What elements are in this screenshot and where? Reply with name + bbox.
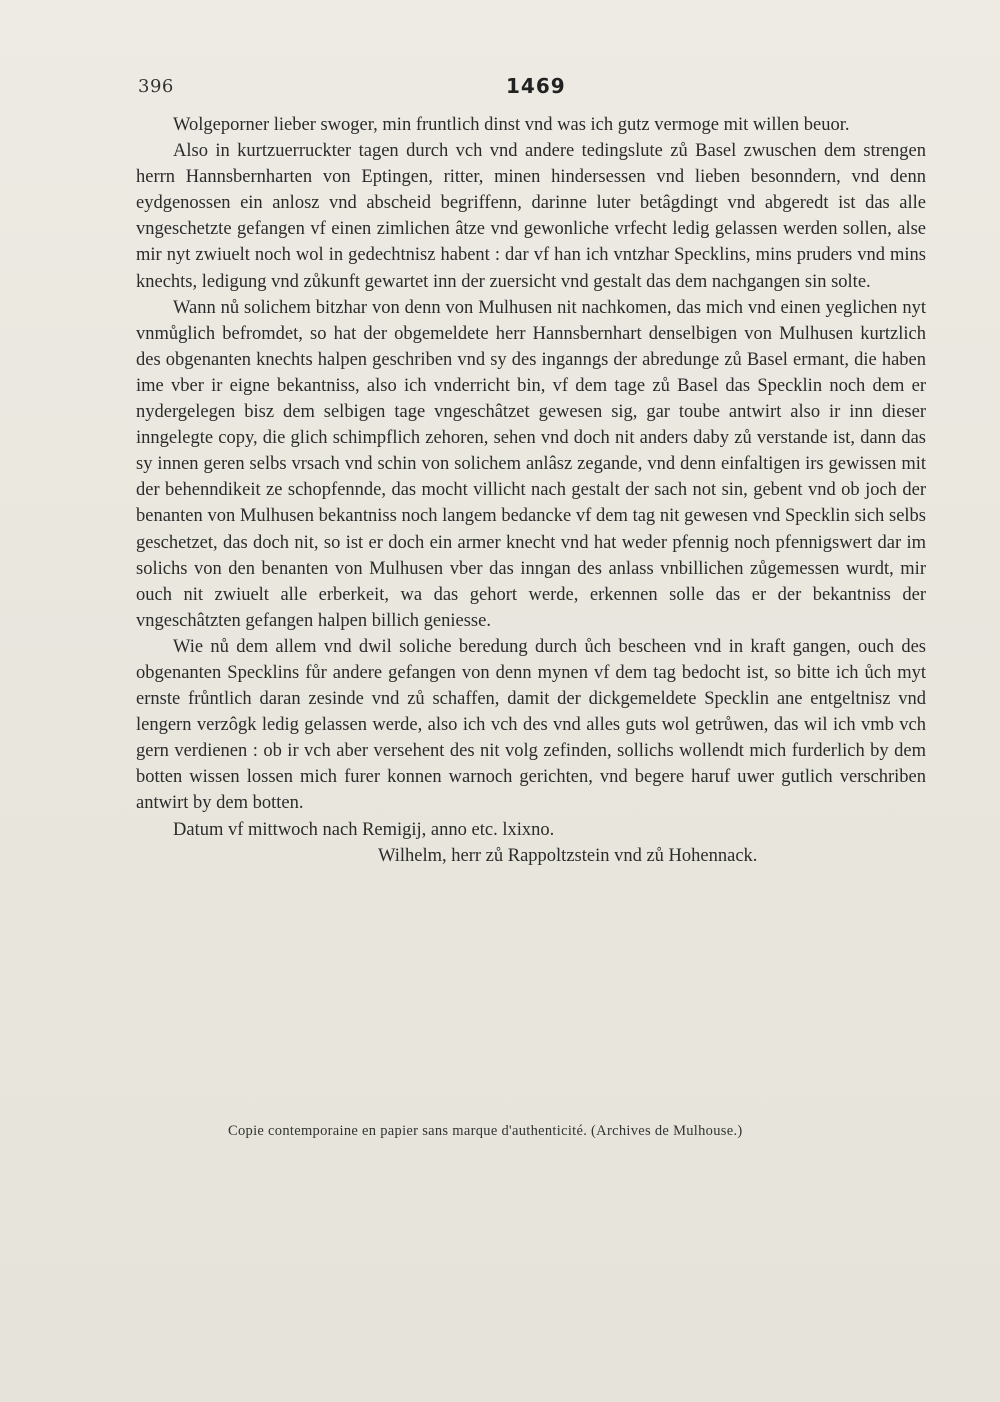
page-header xyxy=(138,74,898,102)
signature-line: Wilhelm, herr zů Rappoltzstein vnd zů Hohennack. xyxy=(378,845,758,866)
paragraph-agreement: Also in kurtzuerruckter tagen durch vch vnd andere tedingslute zů Basel zwuschen dem strengen herrn Hannsbernharten von Eptingen, ritter, minen hindersessen vnd lieben besonndern, vnd denn eydgenossen ein anlosz vnd abscheid begriffenn, darinne luter betâgdingt vnd abgeredt ist das alle vngeschetzte gefangen vf einen zimlichen âtze vnd gewonliche vrfecht ledig gelassen werden sollen, alse mir nyt zwiuelt noch wol in gedechtnisz habent : dar vf han ich vntzhar Specklins, mins pruders vnd mins knechts, ledigung vnd zůkunft gewartet inn der zuersicht vnd gestalt das dem nachgangen sin solte. xyxy=(136,141,926,292)
source-note: Copie contemporaine en papier sans marque d'authenticité. (Archives de Mulhouse.) xyxy=(228,1123,743,1139)
date-line: Datum vf mittwoch nach Remigij, anno etc. lxixno. xyxy=(173,819,555,840)
page-year-heading: 1469 xyxy=(506,74,566,98)
paragraph-salutation: Wolgeporner lieber swoger, min fruntlich dinst vnd was ich gutz vermoge mit willen beuor. xyxy=(173,115,850,135)
paragraph-complaint: Wann nů solichem bitzhar von denn von Mulhusen nit nachkomen, das mich vnd einen yeglichen nyt vnmůglich befromdet, so hat der obgemeldete herr Hannsbernhart denselbigen von Mulhusen kurtzlich des obgenanten knechts halpen geschriben vnd sy des inganngs der abredunge zů Basel ermant, die haben ime vber ir eigne bekantniss, also ich vnderricht bin, vf dem tage zů Basel das Specklin noch dem er nydergelegen bisz dem selbigen tage vngeschâtzet gewesen sig, gar toube antwirt also ir inn dieser inngelegte copy, die glich schimpflich zehoren, sehen vnd doch nit anders daby zů verstande ist, dann das sy innen geren selbs vrsach vnd schin von solichem anlâsz zegande, vnd denn einfaltigen irs gewissen mit der behenndikeit ze schopfennde, das mocht villicht nach gestalt der sach not sin, gebent vnd ob joch der benanten von Mulhusen bekantniss noch langem bedancke vf dem tag nit gewesen vnd Specklin sich selbs geschetzet, das doch nit, so ist er doch ein armer knecht vnd hat weder pfennig noch pfennigswert dar im solichs von den benanten von Mulhusen vber das inngan des anlass vnbillichen zůgemessen wurdt, mir ouch nit zwiuelt alle erberkeit, wa das gehort werde, erkennen solle das er der bekantniss der vngeschâtzten gefangen halpen billich geniesse. xyxy=(136,297,926,631)
letter-body xyxy=(136,112,926,869)
paragraph-request: Wie nů dem allem vnd dwil soliche beredung durch ůch bescheen vnd in kraft gangen, ouch des obgenanten Specklins fůr andere gefangen von denn mynen vf dem tag bedocht ist, so bitte ich ůch myt ernste frůntlich daran zesinde vnd zů schaffen, damit der dickgemeldete Specklin ane entgeltnisz vnd lengern verzôgk ledig gelassen werde, also ich vch des vnd alles guts wol getrůwen, das wil ich vmb vch gern verdienen : ob ir vch aber versehent des nit volg zefinden, sollichs wollendt mich furderlich by dem botten wissen lossen mich furer konnen warnoch gerichten, vnd begere haruf uwer gutlich verschriben antwirt by dem botten. xyxy=(136,636,926,814)
page-number: 396 xyxy=(138,76,174,97)
